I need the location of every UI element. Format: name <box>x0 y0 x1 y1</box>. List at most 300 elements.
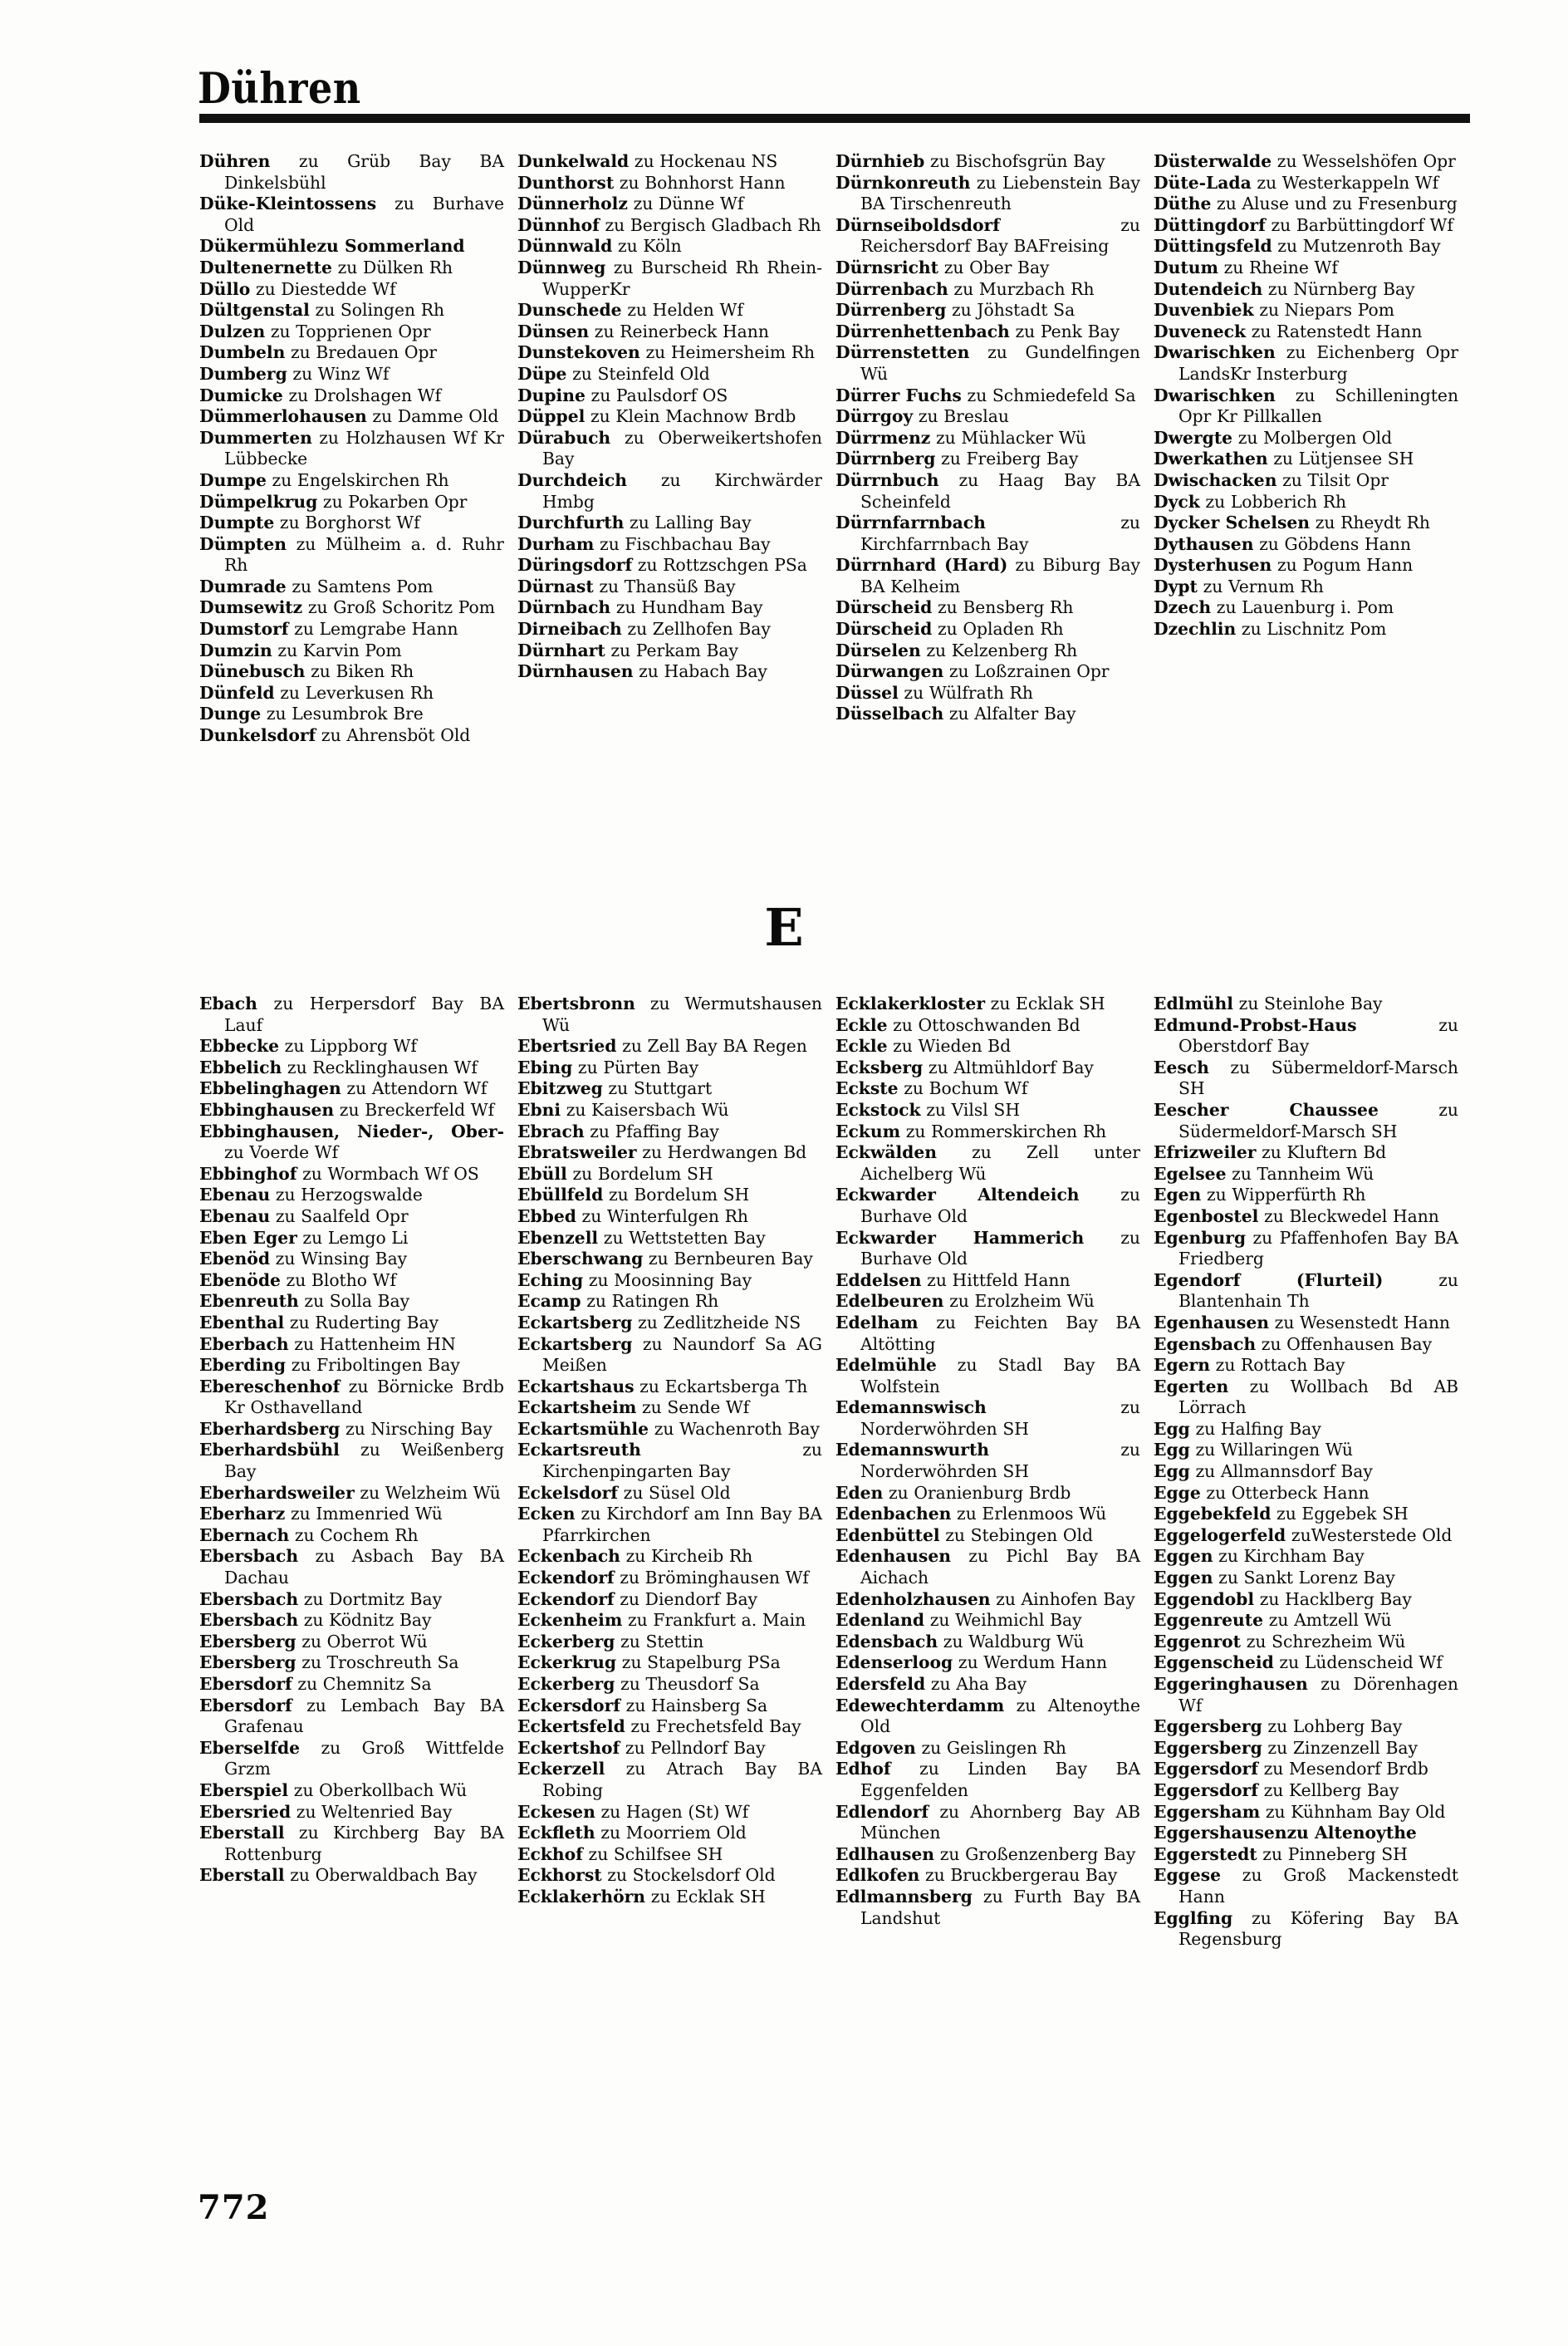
gazetteer-entry <box>199 428 504 470</box>
entry-reference: zu Ainhofen Bay <box>990 1588 1135 1609</box>
entry-reference: zu Topprienen Opr <box>265 321 431 341</box>
entry-reference: zu Groß Wittfelde Grzm <box>224 1737 504 1779</box>
entry-reference: zu Lohberg Bay <box>1262 1716 1403 1737</box>
gazetteer-entry <box>517 1652 822 1674</box>
entry-headword: Ebersried <box>199 1801 292 1822</box>
entry-reference: zu Steinlohe Bay <box>1233 994 1383 1013</box>
column-d-3 <box>835 151 1154 747</box>
entry-headword: Egensbach <box>1154 1333 1257 1354</box>
entry-reference: zu Hacklberg Bay <box>1254 1588 1412 1609</box>
gazetteer-entry <box>199 1078 504 1100</box>
entry-reference: zu Moorriem Old <box>595 1823 747 1843</box>
entry-reference: zu Voerde Wf <box>224 1142 339 1163</box>
gazetteer-entry <box>835 1674 1140 1696</box>
entry-reference: zu Kirchham Bay <box>1213 1546 1365 1567</box>
gazetteer-entry <box>199 194 504 236</box>
gazetteer-entry <box>199 1249 504 1270</box>
entry-headword: Dürrnfarrnbach <box>835 513 986 533</box>
entry-headword: Dypt <box>1154 576 1198 596</box>
entry-headword: Düke-Kleintossens <box>199 194 377 214</box>
entry-reference: zu Pogum Hann <box>1272 555 1414 576</box>
entry-headword: Egenbostel <box>1154 1205 1259 1226</box>
gazetteer-entry <box>199 470 504 492</box>
entry-headword: Eckertshof <box>517 1737 620 1758</box>
entry-reference: zu Klein Machnow Brdb <box>585 406 796 427</box>
gazetteer-entry <box>199 725 504 747</box>
entry-headword: Ebertsried <box>517 1036 617 1057</box>
gazetteer-entry <box>517 1100 822 1121</box>
gazetteer-entry <box>1154 597 1458 619</box>
gazetteer-entry <box>517 428 822 470</box>
entry-reference: zu Westerkappeln Wf <box>1251 172 1439 193</box>
gazetteer-entry <box>835 1185 1140 1227</box>
entry-reference: zu Immenried Wü <box>285 1504 443 1524</box>
gazetteer-entry <box>517 1313 822 1334</box>
entry-reference: zu Wettstetten Bay <box>598 1227 766 1248</box>
entry-reference: zu Linden Bay BA Eggenfelden <box>860 1759 1140 1800</box>
entry-reference: zu Pinneberg SH <box>1257 1843 1408 1864</box>
gazetteer-entry <box>1154 1334 1458 1356</box>
entry-reference: zu Kircheib Rh <box>620 1546 753 1567</box>
entry-headword: Dzech <box>1154 597 1212 618</box>
entry-reference: zu Süsel Old <box>618 1482 731 1503</box>
gazetteer-entry <box>1154 1015 1458 1058</box>
entry-reference: zu Ratingen Rh <box>581 1291 719 1312</box>
gazetteer-entry <box>199 406 504 428</box>
entry-headword: Dürscheid <box>835 597 933 618</box>
entry-headword: Dültgenstal <box>199 300 310 321</box>
entry-reference: zu Stettin <box>615 1631 704 1652</box>
entry-reference: zu Winterfulgen Rh <box>576 1205 748 1226</box>
entry-headword: Edemannswisch <box>835 1397 987 1418</box>
entry-headword: Dürnseiboldsdorf <box>835 214 1000 235</box>
entry-headword: Efrizweiler <box>1154 1142 1257 1163</box>
entry-reference: zu Friboltingen Bay <box>286 1355 460 1376</box>
entry-headword: Dultenernette <box>199 257 332 277</box>
entry-reference: zu Offenhausen Bay <box>1256 1333 1433 1354</box>
entry-headword: Dürrgoy <box>835 406 914 427</box>
entry-headword: Dumsewitz <box>199 597 303 618</box>
gazetteer-entry <box>517 1249 822 1270</box>
gazetteer-entry <box>517 1121 822 1143</box>
entry-reference: zu Samtens Pom <box>286 576 434 596</box>
gazetteer-entry <box>199 1674 504 1696</box>
gazetteer-entry <box>1154 449 1458 470</box>
gazetteer-entry <box>835 300 1140 321</box>
entry-reference: zu Herdwangen Bd <box>636 1142 807 1163</box>
entry-reference: zu Schilfsee SH <box>582 1843 723 1864</box>
gazetteer-entry <box>1154 1610 1458 1632</box>
gazetteer-entry <box>1154 279 1458 301</box>
gazetteer-entry <box>1154 1632 1458 1653</box>
entry-headword: Dünnweg <box>517 257 606 277</box>
entry-reference: zu Dülken Rh <box>331 257 453 277</box>
gazetteer-entry <box>199 1802 504 1823</box>
entry-headword: Eckhorst <box>517 1865 602 1886</box>
entry-reference: zu Südermeldorf-Marsch SH <box>1178 1099 1458 1141</box>
entry-reference: zu Tilsit Opr <box>1276 469 1389 490</box>
gazetteer-entry <box>1154 1525 1458 1547</box>
gazetteer-entry <box>517 1696 822 1717</box>
gazetteer-entry <box>517 1377 822 1398</box>
gazetteer-entry <box>1154 194 1458 215</box>
gazetteer-entry <box>517 1674 822 1696</box>
gazetteer-entry <box>1154 1738 1458 1760</box>
gazetteer-entry <box>835 1397 1140 1440</box>
gazetteer-entry <box>517 555 822 577</box>
entry-headword: Ebersdorf <box>199 1674 292 1694</box>
entry-reference: zu Mühlacker Wü <box>930 427 1086 448</box>
gazetteer-entry <box>517 994 822 1036</box>
column-e-3 <box>835 994 1154 1951</box>
entry-reference: zu Alfalter Bay <box>943 704 1076 724</box>
entry-headword: Eckesen <box>517 1801 595 1822</box>
entry-reference: zu Lütjensee SH <box>1267 449 1414 469</box>
entry-reference: zu Wesenstedt Hann <box>1269 1312 1450 1333</box>
gazetteer-entry <box>199 1185 504 1206</box>
entry-reference: zu Blantenhain Th <box>1178 1269 1458 1312</box>
entry-headword: Eckwarder Altendeich <box>835 1185 1080 1205</box>
gazetteer-entry <box>199 661 504 683</box>
entry-reference: zu Feichten Bay BA Altötting <box>860 1312 1140 1354</box>
gazetteer-entry <box>517 619 822 640</box>
entry-reference: zu Murzbach Rh <box>948 278 1095 299</box>
gazetteer-entry <box>199 1440 504 1482</box>
entry-reference: zu Kellberg Bay <box>1257 1779 1399 1800</box>
gazetteer-entry <box>835 1589 1140 1611</box>
entry-headword: Dürnsricht <box>835 257 939 277</box>
entry-headword: Ebing <box>517 1057 573 1077</box>
entry-headword: Ebitzweg <box>517 1078 603 1099</box>
entry-headword: Dzechlin <box>1154 619 1237 640</box>
entry-reference: zu Hagen (St) Wf <box>595 1801 749 1822</box>
entry-headword: Ebenau <box>199 1205 271 1226</box>
entry-headword: Dumpe <box>199 469 267 490</box>
entry-headword: Eberstall <box>199 1865 285 1886</box>
gazetteer-entry <box>517 236 822 258</box>
entry-headword: Edlhausen <box>835 1843 935 1864</box>
entry-reference: zu Allmannsdorf Bay <box>1189 1461 1373 1482</box>
entry-reference: zu Kirchberg Bay BA Rottenburg <box>224 1823 504 1864</box>
entry-headword: Ebernach <box>199 1524 290 1545</box>
gazetteer-entry <box>835 1610 1140 1632</box>
entry-headword: Dunkelsdorf <box>199 725 316 746</box>
gazetteer-entry <box>199 1270 504 1292</box>
gazetteer-entry <box>199 1632 504 1653</box>
gazetteer-entry <box>517 1589 822 1611</box>
entry-headword: Dwergte <box>1154 427 1233 448</box>
entry-headword: Dumbeln <box>199 342 286 363</box>
entry-headword: Ebenau <box>199 1185 271 1205</box>
entry-headword: Ebersbach <box>199 1546 299 1567</box>
entry-headword: Dürrnberg <box>835 449 936 469</box>
gazetteer-entry <box>1154 151 1458 173</box>
entry-headword: Eckerberg <box>517 1631 615 1652</box>
gazetteer-entry <box>199 300 504 321</box>
gazetteer-entry <box>835 1015 1140 1037</box>
entry-headword: Ebrach <box>517 1121 585 1141</box>
entry-headword: Dürnast <box>517 576 594 596</box>
gazetteer-entry <box>835 597 1140 619</box>
entry-headword: Dümpelkrug <box>199 491 318 512</box>
gazetteer-entry <box>517 1185 822 1206</box>
entry-reference: zu Stebingen Old <box>939 1524 1093 1545</box>
entry-headword: Dulzen <box>199 321 266 341</box>
entry-reference: zu Pokarben Opr <box>317 491 468 512</box>
entry-headword: Eckartshaus <box>517 1376 635 1396</box>
gazetteer-entry <box>199 385 504 407</box>
entry-reference: zu Bohnhorst Hann <box>614 172 786 193</box>
entry-headword: Dumicke <box>199 385 283 405</box>
gazetteer-entry <box>1154 1589 1458 1611</box>
entry-headword: Düsterwalde <box>1154 151 1272 171</box>
gazetteer-entry <box>1154 577 1458 598</box>
entry-headword: Edewechterdamm <box>835 1695 1005 1715</box>
gazetteer-entry <box>517 406 822 428</box>
entry-headword: Dirneibach <box>517 619 622 640</box>
gazetteer-entry <box>835 1058 1140 1079</box>
entry-reference: zu Steinfeld Old <box>566 363 710 384</box>
entry-headword: Dumrade <box>199 576 287 596</box>
entry-headword: Eggenscheid <box>1154 1652 1274 1673</box>
entry-reference: zu Großenzenberg Bay <box>934 1843 1136 1864</box>
entry-reference: zu Mutzenroth Bay <box>1272 236 1441 257</box>
entry-headword: Egenhausen <box>1154 1312 1269 1333</box>
entry-headword: Egen <box>1154 1185 1202 1205</box>
entry-headword: Dürrnbuch <box>835 469 939 490</box>
entry-headword: Dükermühlezu Sommerland <box>199 236 465 257</box>
gazetteer-entry <box>835 1504 1140 1525</box>
gazetteer-entry <box>1154 1908 1458 1951</box>
entry-headword: Eckendorf <box>517 1568 615 1588</box>
entry-headword: Eckwälden <box>835 1142 937 1163</box>
entry-headword: Eckenheim <box>517 1610 623 1631</box>
gazetteer-entry <box>1154 1313 1458 1334</box>
entry-headword: Ecamp <box>517 1291 581 1312</box>
entry-headword: Dürabuch <box>517 427 611 448</box>
entry-headword: Dürrenhettenbach <box>835 321 1010 341</box>
entry-reference: zu Jöhstadt Sa <box>946 300 1076 321</box>
entry-headword: Edenbüttel <box>835 1524 940 1545</box>
entry-reference: zu Erolzheim Wü <box>943 1291 1095 1312</box>
gazetteer-entry <box>1154 492 1458 513</box>
gazetteer-entry <box>199 492 504 513</box>
entry-headword: Egg <box>1154 1440 1190 1460</box>
entry-headword: Dürselen <box>835 640 921 660</box>
entry-headword: Dünnhof <box>517 214 600 235</box>
gazetteer-entry <box>517 1483 822 1504</box>
entry-reference: zu Altenoythe Old <box>860 1695 1140 1737</box>
entry-reference: zu Eichenberg Opr LandsKr Insterburg <box>1178 342 1458 384</box>
entry-reference: zu Lemgrabe Hann <box>288 619 458 640</box>
entry-reference: zu Kirchenpingarten Bay <box>542 1440 822 1482</box>
entry-reference: zu Bordelum SH <box>603 1185 750 1205</box>
entry-headword: Dünebusch <box>199 661 306 682</box>
gazetteer-entry <box>1154 342 1458 385</box>
entry-reference: zu Pfaffing Bay <box>584 1121 719 1141</box>
entry-headword: Dumberg <box>199 363 287 384</box>
entry-headword: Eckartsberg <box>517 1312 633 1333</box>
gazetteer-entry <box>835 258 1140 279</box>
entry-reference: zu Amtzell Wü <box>1263 1610 1392 1631</box>
gazetteer-entry <box>517 1632 822 1653</box>
gazetteer-entry <box>517 1164 822 1185</box>
entry-reference: zu Groß Schoritz Pom <box>302 597 495 618</box>
entry-reference: zu Winsing Bay <box>270 1249 408 1269</box>
gazetteer-entry <box>517 1036 822 1058</box>
entry-headword: Eggenreute <box>1154 1610 1264 1631</box>
gazetteer-entry <box>199 577 504 598</box>
entry-headword: Durchdeich <box>517 469 627 490</box>
gazetteer-entry <box>1154 470 1458 492</box>
gazetteer-entry <box>835 994 1140 1015</box>
entry-reference: zu Eckartsberga Th <box>634 1376 808 1396</box>
entry-headword: Dunstekoven <box>517 342 640 363</box>
gazetteer-entry <box>835 279 1140 301</box>
entry-headword: Eckenbach <box>517 1546 620 1567</box>
gazetteer-entry <box>517 577 822 598</box>
gazetteer-entry <box>199 1228 504 1249</box>
entry-reference: zu Stockelsdorf Old <box>601 1865 776 1886</box>
entry-headword: Eckwarder Hammerich <box>835 1227 1085 1248</box>
column-d-4 <box>1154 151 1472 747</box>
entry-headword: Eggelogerfeld <box>1154 1524 1286 1545</box>
entry-reference: zu Wermutshausen Wü <box>542 994 822 1035</box>
entry-headword: Durchfurth <box>517 513 625 533</box>
entry-reference: zu Aha Bay <box>925 1674 1027 1694</box>
entry-headword: Duveneck <box>1154 321 1247 341</box>
gazetteer-entry <box>199 1036 504 1058</box>
gazetteer-entry <box>517 534 822 556</box>
entry-headword: Eckartsberg <box>517 1333 633 1354</box>
entry-headword: Eggendobl <box>1154 1588 1255 1609</box>
entry-headword: Eggersberg <box>1154 1716 1262 1737</box>
entry-reference: zu Kirchfarrnbach Bay <box>860 513 1140 554</box>
entry-reference: zu Biburg Bay BA Kelheim <box>860 555 1140 596</box>
gazetteer-entry <box>199 321 504 343</box>
entry-headword: Egg <box>1154 1418 1190 1439</box>
gazetteer-entry <box>1154 1206 1458 1228</box>
entry-reference: zu Thansüß Bay <box>593 576 736 596</box>
gazetteer-entry <box>199 279 504 301</box>
entry-reference: zu Welzheim Wü <box>354 1482 501 1503</box>
entry-reference: zu Recklinghausen Wf <box>282 1057 478 1077</box>
entry-reference: zu Ecklak SH <box>645 1886 766 1907</box>
entry-reference: zu Ködnitz Bay <box>298 1610 432 1631</box>
entry-reference: zu Weißenberg Bay <box>224 1440 504 1482</box>
entry-headword: Eggen <box>1154 1546 1213 1567</box>
entry-headword: Egerten <box>1154 1376 1229 1396</box>
entry-reference: zu Furth Bay BA Landshut <box>860 1886 1140 1928</box>
gazetteer-entry <box>1154 534 1458 556</box>
entry-reference: zu Blotho Wf <box>280 1269 396 1290</box>
entry-headword: Düringsdorf <box>517 555 633 576</box>
entry-reference: zu Schmiedefeld Sa <box>961 385 1136 405</box>
entry-headword: Dürscheid <box>835 619 933 640</box>
entry-reference: zu Biken Rh <box>305 661 414 682</box>
entry-reference: zu Zedlitzheide NS <box>632 1312 801 1333</box>
gazetteer-entry <box>199 1865 504 1887</box>
entry-reference: zu Norderwöhrden SH <box>860 1440 1140 1482</box>
entry-reference: zu Wesselshöfen Opr <box>1272 151 1456 171</box>
entry-headword: Eberhardsbühl <box>199 1440 340 1460</box>
entry-headword: Dünsen <box>517 321 590 341</box>
gazetteer-entry <box>199 1780 504 1802</box>
gazetteer-entry <box>835 385 1140 407</box>
entry-headword: Ebersbach <box>199 1588 299 1609</box>
entry-headword: Dysterhusen <box>1154 555 1272 576</box>
column-e-2 <box>517 994 835 1951</box>
entry-reference: zu Kelzenberg Rh <box>920 640 1078 660</box>
entry-reference: zu Ecklak SH <box>985 994 1105 1013</box>
entry-reference: zu Kirchwärder Hmbg <box>542 469 822 512</box>
entry-headword: Eckertsfeld <box>517 1716 625 1737</box>
entry-reference: zu Naundorf Sa AG Meißen <box>542 1333 822 1376</box>
gazetteer-entry <box>835 1440 1140 1482</box>
entry-reference: zu Börnicke Brdb Kr Osthavelland <box>224 1376 504 1418</box>
entry-reference: zu Penk Bay <box>1009 321 1120 341</box>
gazetteer-entry <box>835 1802 1140 1844</box>
gazetteer-entry <box>517 640 822 662</box>
entry-reference: zu Heimersheim Rh <box>639 342 816 363</box>
gazetteer-entry <box>517 364 822 385</box>
gazetteer-entry <box>517 1419 822 1440</box>
entry-reference: zu Liebenstein Bay BA Tirschenreuth <box>860 172 1140 214</box>
entry-headword: Ebni <box>517 1099 561 1120</box>
entry-reference: zu Lischnitz Pom <box>1236 619 1387 640</box>
entry-reference: zu Mülheim a. d. Ruhr Rh <box>224 533 504 576</box>
entry-headword: Ebbinghausen, Nieder-, Ober- <box>199 1121 504 1141</box>
entry-reference: zu Winz Wf <box>287 363 390 384</box>
entry-reference: zu Reinerbeck Hann <box>589 321 769 341</box>
entry-reference: zu Oranienburg Brdb <box>883 1482 1071 1503</box>
entry-reference: zu Oberweikertshofen Bay <box>542 427 822 469</box>
entry-reference: zu Hattenheim HN <box>288 1333 456 1354</box>
entry-headword: Düllo <box>199 278 251 299</box>
entry-headword: Dürrmenz <box>835 427 931 448</box>
entry-headword: Dünnwald <box>517 236 613 257</box>
entry-headword: Edelbeuren <box>835 1291 944 1312</box>
entry-headword: Dwarischken <box>1154 342 1276 363</box>
gazetteer-entry <box>835 1100 1140 1121</box>
gazetteer-entry <box>517 1334 822 1377</box>
entry-reference: zu Köln <box>612 236 682 257</box>
entry-headword: Ebersberg <box>199 1631 296 1652</box>
gazetteer-entry <box>199 1589 504 1611</box>
entry-reference: zu Rommerskirchen Rh <box>900 1121 1107 1141</box>
entry-reference: zu Sankt Lorenz Bay <box>1213 1568 1395 1588</box>
gazetteer-entry <box>517 1546 822 1568</box>
entry-reference: zu Hainsberg Sa <box>620 1695 768 1715</box>
entry-headword: Eching <box>517 1269 584 1290</box>
gazetteer-entry <box>1154 1652 1458 1674</box>
gazetteer-entry <box>517 470 822 513</box>
gazetteer-entry <box>835 1121 1140 1143</box>
gazetteer-entry <box>517 1865 822 1887</box>
gazetteer-entry <box>1154 619 1458 640</box>
gazetteer-entry <box>199 1610 504 1632</box>
entry-reference: zu Borghorst Wf <box>274 513 420 533</box>
entry-headword: Dürrenberg <box>835 300 947 321</box>
gazetteer-entry <box>835 1632 1140 1653</box>
gazetteer-entry <box>1154 1802 1458 1823</box>
entry-reference: zu Stadl Bay BA Wolfstein <box>860 1355 1140 1396</box>
entry-headword: Eggebekfeld <box>1154 1504 1272 1524</box>
entry-headword: Ebbecke <box>199 1036 280 1057</box>
gazetteer-entry <box>517 300 822 321</box>
entry-reference: zu Lobberich Rh <box>1199 491 1347 512</box>
gazetteer-entry <box>199 1419 504 1440</box>
